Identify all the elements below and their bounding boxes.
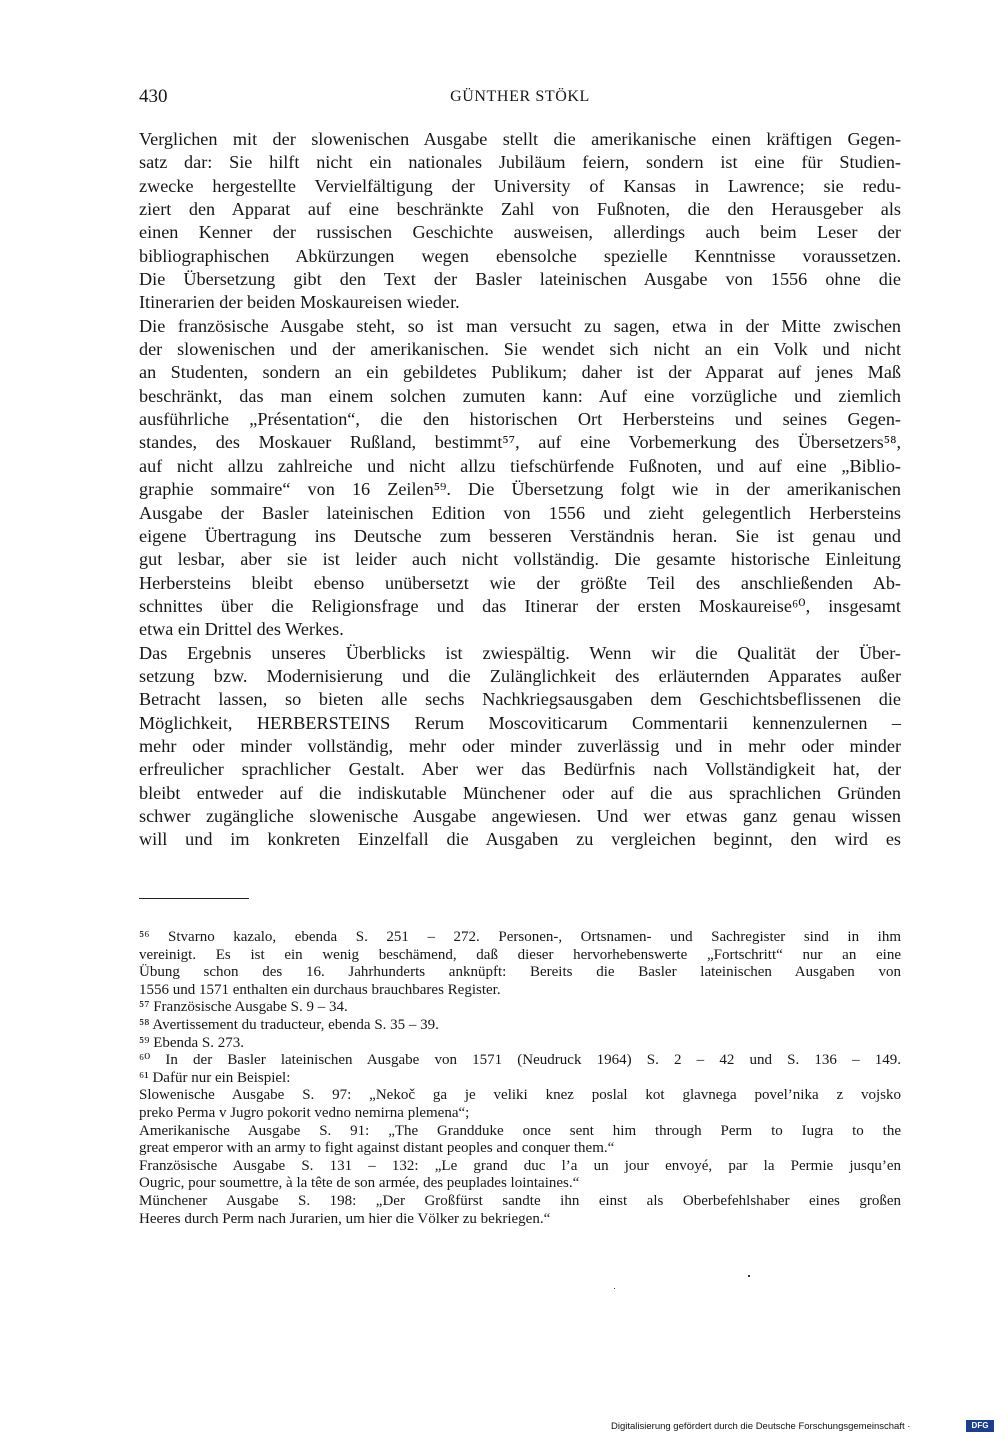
footnote-line: preko Perma v Jugro pokorit vedno nemirna plemena“; <box>139 1104 470 1121</box>
body-line: etwa ein Drittel des Werkes. <box>139 619 344 640</box>
footnote-line: Übung schon des 16. Jahrhunderts anknüpft: Bereits die Basler lateinischen Ausgaben von <box>139 964 901 981</box>
body-line: schwer zugängliche slowenische Ausgabe angewiesen. Und wer etwas ganz genau wissen <box>139 805 901 826</box>
footnotes <box>139 929 901 1228</box>
footnote-line: ⁵⁷ Französische Ausgabe S. 9 – 34. <box>139 999 348 1016</box>
footnote-line: Französische Ausgabe S. 131 – 132: „Le grand duc l’a un jour envoyé, par la Permie jusqu’en <box>139 1157 901 1174</box>
body-line: einen Kenner der russischen Geschichte ausweisen, allerdings auch beim Leser der <box>139 222 901 243</box>
footnote-line: ⁵⁸ Avertissement du traducteur, ebenda S. 35 – 39. <box>139 1016 439 1033</box>
body-line: Herbersteins bleibt ebenso unübersetzt wie der größte Teil des anschließenden Ab- <box>139 572 901 593</box>
running-head: GÜNTHER STÖKL <box>450 88 590 105</box>
body-line: beschränkt, das man einem solchen zumuten kann: Auf eine vorzügliche und ziemlich <box>139 385 901 406</box>
footnote-line: Amerikanische Ausgabe S. 91: „The Grandduke once sent him through Perm to Iugra to the <box>139 1122 901 1139</box>
body-line: an Studenten, sondern an ein gebildetes Publikum; daher ist der Apparat auf jenes Maß <box>139 362 901 383</box>
footnote-line: ⁶⁰ In der Basler lateinischen Ausgabe von 1571 (Neudruck 1964) S. 2 – 42 und S. 136 – 149. <box>139 1052 901 1069</box>
footnote-divider <box>139 898 249 899</box>
body-line: Itinerarien der beiden Moskaureisen wieder. <box>139 292 460 313</box>
body-line: eigene Übertragung ins Deutsche zum besseren Verständnis heran. Sie ist genau und <box>139 525 901 546</box>
digitization-credit: Digitalisierung gefördert durch die Deutsche Forschungsgemeinschaft · <box>611 1421 911 1432</box>
body-line: Möglichkeit, HERBERSTEINS Rerum Moscoviticarum Commentarii kennenzulernen – <box>139 712 901 733</box>
body-text <box>139 128 901 852</box>
footnote-line: 1556 und 1571 enthalten ein durchaus brauchbares Register. <box>139 981 501 998</box>
footnote-line: great emperor with an army to fight against distant peoples and conquer them.“ <box>139 1140 615 1157</box>
body-line: Die französische Ausgabe steht, so ist man versucht zu sagen, etwa in der Mitte zwischen <box>139 315 901 336</box>
body-line: Betracht lassen, so bieten alle sechs Nachkriegsausgaben dem Geschichtsbeflissenen die <box>139 689 901 710</box>
body-line: zwecke hergestellte Vervielfältigung der University of Kansas in Lawrence; sie redu- <box>139 175 901 196</box>
scan-speck <box>748 1275 750 1277</box>
body-line: Verglichen mit der slowenischen Ausgabe stellt die amerikanische einen kräftigen Gegen- <box>139 129 901 149</box>
body-line: ausführliche „Présentation“, die den historischen Ort Herbersteins und seines Gegen- <box>139 409 901 430</box>
footnote-line: Slowenische Ausgabe S. 97: „Nekoč ga je veliki knez poslal kot glavnega povel’nika z vojsko <box>139 1087 901 1104</box>
body-line: standes, des Moskauer Rußland, bestimmt⁵⁷, auf eine Vorbemerkung des Übersetzers⁵⁸, <box>139 432 901 453</box>
body-line: gut lesbar, aber sie ist leider auch nicht vollständig. Die gesamte historische Einleitung <box>139 549 901 570</box>
body-line: setzung bzw. Modernisierung und die Zulänglichkeit des erläuternden Apparates außer <box>139 665 901 686</box>
body-line: bleibt entweder auf die indiskutable Münchener oder auf die aus sprachlichen Gründen <box>139 782 901 803</box>
footnote-line: ⁶¹ Dafür nur ein Beispiel: <box>139 1069 291 1086</box>
page-header <box>139 86 901 116</box>
footnote-line: Ougric, pour soumettre, à la tête de son armée, des peuplades lointaines.“ <box>139 1175 580 1192</box>
body-line: satz dar: Sie hilft nicht ein nationales Jubiläum feiern, sondern ist eine für Studien- <box>139 152 901 173</box>
footnote-line: ⁵⁶ Stvarno kazalo, ebenda S. 251 – 272. Personen-, Ortsnamen- und Sachregister sind in ihm <box>139 929 901 945</box>
body-line: Ausgabe der Basler lateinischen Edition von 1556 und zieht gelegentlich Herbersteins <box>139 502 901 523</box>
page-number: 430 <box>139 86 168 107</box>
body-line: ziert den Apparat auf eine beschränkte Zahl von Fußnoten, die den Herausgeber als <box>139 199 901 220</box>
body-line: mehr oder minder vollständig, mehr oder minder zuverlässig und in mehr oder minder <box>139 735 901 756</box>
body-line: will und im konkreten Einzelfall die Ausgaben zu vergleichen beginnt, den wird es <box>139 829 901 850</box>
body-line: auf nicht allzu zahlreiche und nicht allzu tiefschürfende Fußnoten, und auf eine „Biblio- <box>139 455 901 476</box>
footnote-line: ⁵⁹ Ebenda S. 273. <box>139 1034 245 1051</box>
footnote-line: Münchener Ausgabe S. 198: „Der Großfürst sandte ihn einst als Oberbefehlshaber eines großen <box>139 1192 901 1209</box>
body-line: graphie sommaire“ von 16 Zeilen⁵⁹. Die Übersetzung folgt wie in der amerikanischen <box>139 479 901 500</box>
body-line: Das Ergebnis unseres Überblicks ist zwiespältig. Wenn wir die Qualität der Über- <box>139 642 901 663</box>
scan-speck <box>614 1288 615 1289</box>
body-line: bibliographischen Abkürzungen wegen ebensolche spezielle Kenntnisse voraussetzen. <box>139 245 901 266</box>
body-line: erfreulicher sprachlicher Gestalt. Aber wer das Bedürfnis nach Vollständigkeit hat, der <box>139 759 901 780</box>
body-line: der slowenischen und der amerikanischen. Sie wendet sich nicht an ein Volk und nicht <box>139 339 901 360</box>
body-line: schnittes über die Religionsfrage und das Itinerar der ersten Moskaureise⁶⁰, insgesamt <box>139 595 901 616</box>
footnote-line: Heeres durch Perm nach Jurarien, um hier die Völker zu bekriegen.“ <box>139 1210 551 1227</box>
footnote-line: vereinigt. Es ist ein wenig beschämend, daß dieser hervorhebenswerte „Fortschritt“ nur an eine <box>139 946 901 963</box>
dfg-logo: DFG <box>966 1420 994 1432</box>
body-line: Die Übersetzung gibt den Text der Basler lateinischen Ausgabe von 1556 ohne die <box>139 269 901 290</box>
